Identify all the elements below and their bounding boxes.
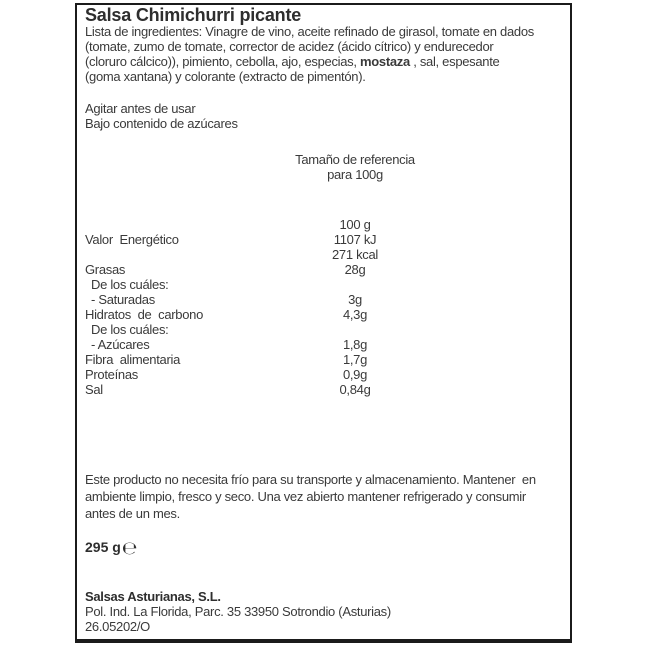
nutrition-value: 271 kcal — [331, 247, 379, 262]
serving-reference — [215, 152, 495, 182]
nutrition-value: 1,8g — [342, 337, 368, 352]
ingredients-line: Lista de ingredientes: Vinagre de vino, aceite refinado de girasol, tomate en dados — [85, 24, 534, 39]
usage-note-low-sugar: Bajo contenido de azúcares — [85, 116, 238, 131]
nutrition-label: Valor Energético — [85, 232, 179, 247]
nutrition-label: Sal — [85, 382, 103, 397]
product-title: Salsa Chimichurri picante — [85, 5, 302, 25]
nutrition-label: Hidratos de carbono — [85, 307, 203, 322]
storage-line: antes de un mes. — [85, 506, 180, 521]
nutrition-row-fibre — [85, 352, 569, 367]
usage-note-shake: Agitar antes de usar — [85, 101, 196, 116]
estimated-sign-icon: ℮ — [121, 538, 138, 559]
nutrition-value: 4,3g — [342, 307, 368, 322]
nutrition-label: Proteínas — [85, 367, 138, 382]
nutrition-value: 0,84g — [339, 382, 371, 397]
nutrition-value: 28g — [344, 262, 366, 277]
manufacturer-registry: 26.05202/O — [85, 619, 150, 634]
nutrition-row-fat — [85, 262, 569, 277]
ingredients-line: (tomate, zumo de tomate, corrector de acidez (ácido cítrico) y endurecedor — [85, 39, 494, 54]
storage-instructions — [85, 471, 571, 522]
net-weight-amount: 295 g — [85, 539, 121, 555]
nutrition-value: 1107 kJ — [333, 232, 377, 247]
ingredients-line: (goma xantana) y colorante (extracto de pimentón). — [85, 69, 366, 84]
ingredients-list — [85, 24, 569, 84]
nutrition-label: Grasas — [85, 262, 126, 277]
serving-reference-line2: para 100g — [327, 167, 383, 182]
nutrition-label: De los cuáles: — [91, 277, 169, 292]
nutrition-label: De los cuáles: — [91, 322, 169, 337]
net-weight — [85, 538, 137, 559]
nutrition-label: Fibra alimentaria — [85, 352, 181, 367]
nutrition-row-energy-kcal — [85, 247, 569, 262]
nutrition-value: 0,9g — [342, 367, 368, 382]
nutrition-label: - Saturadas — [91, 292, 155, 307]
nutrition-row-energy — [85, 232, 569, 247]
nutrition-label: - Azúcares — [91, 337, 150, 352]
storage-line: Este producto no necesita frío para su transporte y almacenamiento. Mantener en — [85, 472, 536, 487]
nutrition-table — [85, 217, 569, 397]
nutrition-row-of-which-carbs — [85, 322, 569, 337]
nutrition-row-of-which-fat — [85, 277, 569, 292]
serving-reference-line1: Tamaño de referencia — [295, 152, 415, 167]
manufacturer-name: Salsas Asturianas, S.L. — [85, 589, 221, 604]
nutrition-value: 3g — [348, 292, 362, 307]
nutrition-row-saturates — [85, 292, 569, 307]
nutrition-column-header-row — [85, 217, 569, 232]
nutrition-value: 1,7g — [342, 352, 368, 367]
nutrition-column-header: 100 g — [339, 217, 371, 232]
nutrition-row-carbohydrate — [85, 307, 569, 322]
ingredients-line: (cloruro cálcico)), pimiento, cebolla, ajo, especias, mostaza , sal, espesante — [85, 54, 500, 69]
nutrition-row-protein — [85, 367, 569, 382]
nutrition-row-sugars — [85, 337, 569, 352]
manufacturer-block — [85, 589, 569, 634]
manufacturer-address: Pol. Ind. La Florida, Parc. 35 33950 Sotrondio (Asturias) — [85, 604, 391, 619]
product-label-box — [75, 3, 572, 643]
storage-line: ambiente limpio, fresco y seco. Una vez abierto mantener refrigerado y consumir — [85, 489, 526, 504]
nutrition-row-salt — [85, 382, 569, 397]
